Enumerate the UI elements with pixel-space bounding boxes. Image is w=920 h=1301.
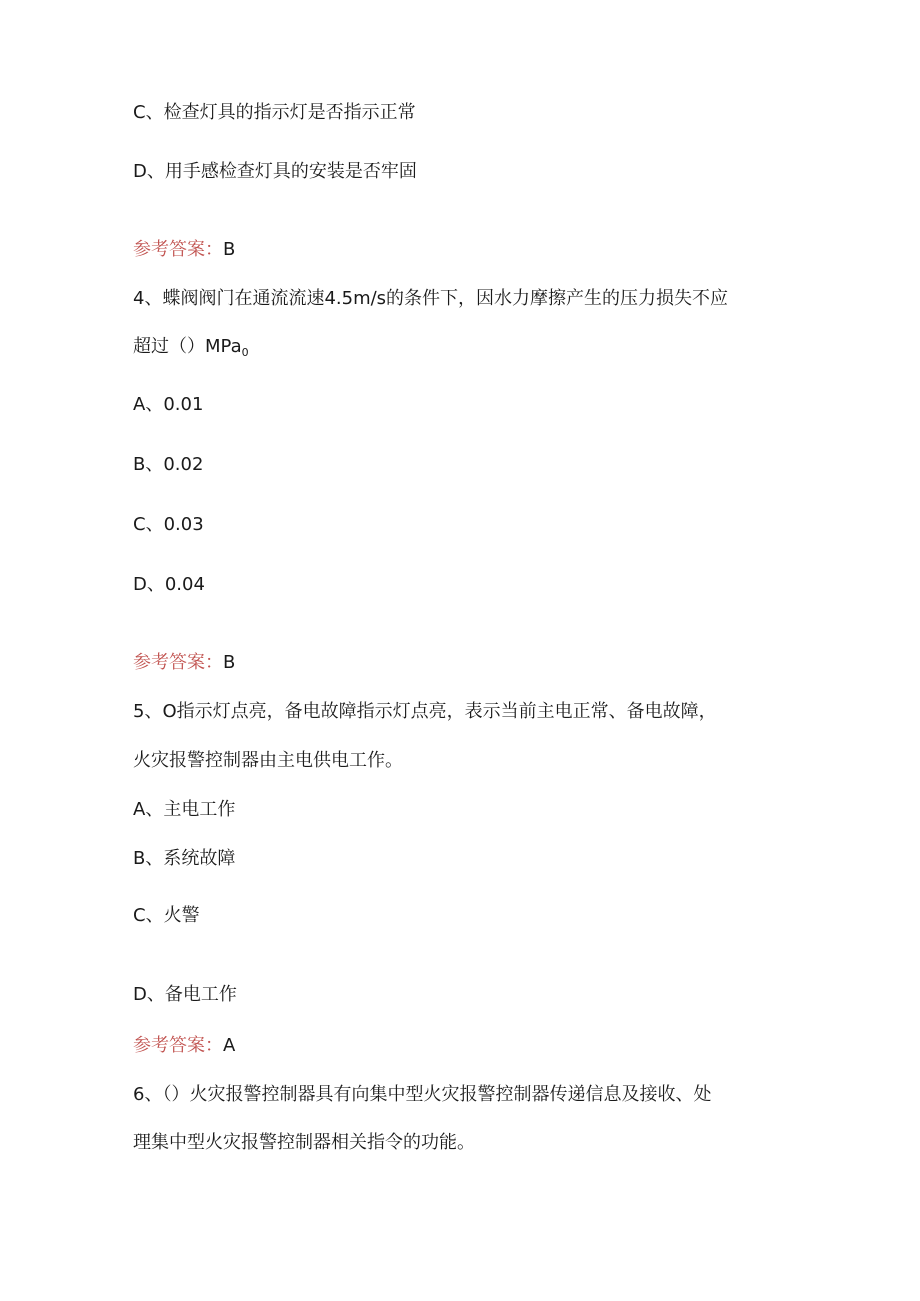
answer-value: A	[223, 1035, 236, 1056]
q3-option-d: D、用手感检查灯具的安装是否牢固	[133, 161, 417, 182]
q3-answer	[133, 238, 235, 262]
answer-value: B	[223, 239, 236, 260]
q6-stem-line2: 理集中型火灾报警控制器相关指令的功能。	[133, 1132, 475, 1153]
q5-answer	[133, 1034, 235, 1058]
q4-option-d: D、0.04	[133, 574, 205, 595]
q5-stem-line1: 5、O指示灯点亮，备电故障指示灯点亮，表示当前主电正常、备电故障，	[133, 701, 717, 722]
answer-label: 参考答案：	[133, 239, 223, 260]
q5-option-d: D、备电工作	[133, 984, 237, 1005]
q4-stem-line1: 4、蝶阀阀门在通流流速4.5m∕s的条件下，因水力摩擦产生的压力损失不应	[133, 288, 729, 309]
q5-option-a: A、主电工作	[133, 799, 236, 820]
q5-stem-line2: 火灾报警控制器由主电供电工作。	[133, 750, 403, 771]
q4-stem-subscript: 0	[241, 346, 249, 359]
q4-option-a: A、0.01	[133, 394, 204, 415]
answer-label: 参考答案：	[133, 1035, 223, 1056]
q4-option-c: C、0.03	[133, 514, 204, 535]
q4-stem-line2	[133, 335, 249, 365]
q5-option-c: C、火警	[133, 905, 200, 926]
q4-option-b: B、0.02	[133, 454, 204, 475]
q4-stem-text: 超过（）MPa	[133, 336, 242, 357]
answer-label: 参考答案：	[133, 652, 223, 673]
q4-answer	[133, 651, 235, 675]
q6-stem-line1: 6、（）火灾报警控制器具有向集中型火灾报警控制器传递信息及接收、处	[133, 1084, 712, 1105]
q3-option-c: C、检查灯具的指示灯是否指示正常	[133, 102, 416, 123]
answer-value: B	[223, 652, 236, 673]
q5-option-b: B、系统故障	[133, 848, 236, 869]
